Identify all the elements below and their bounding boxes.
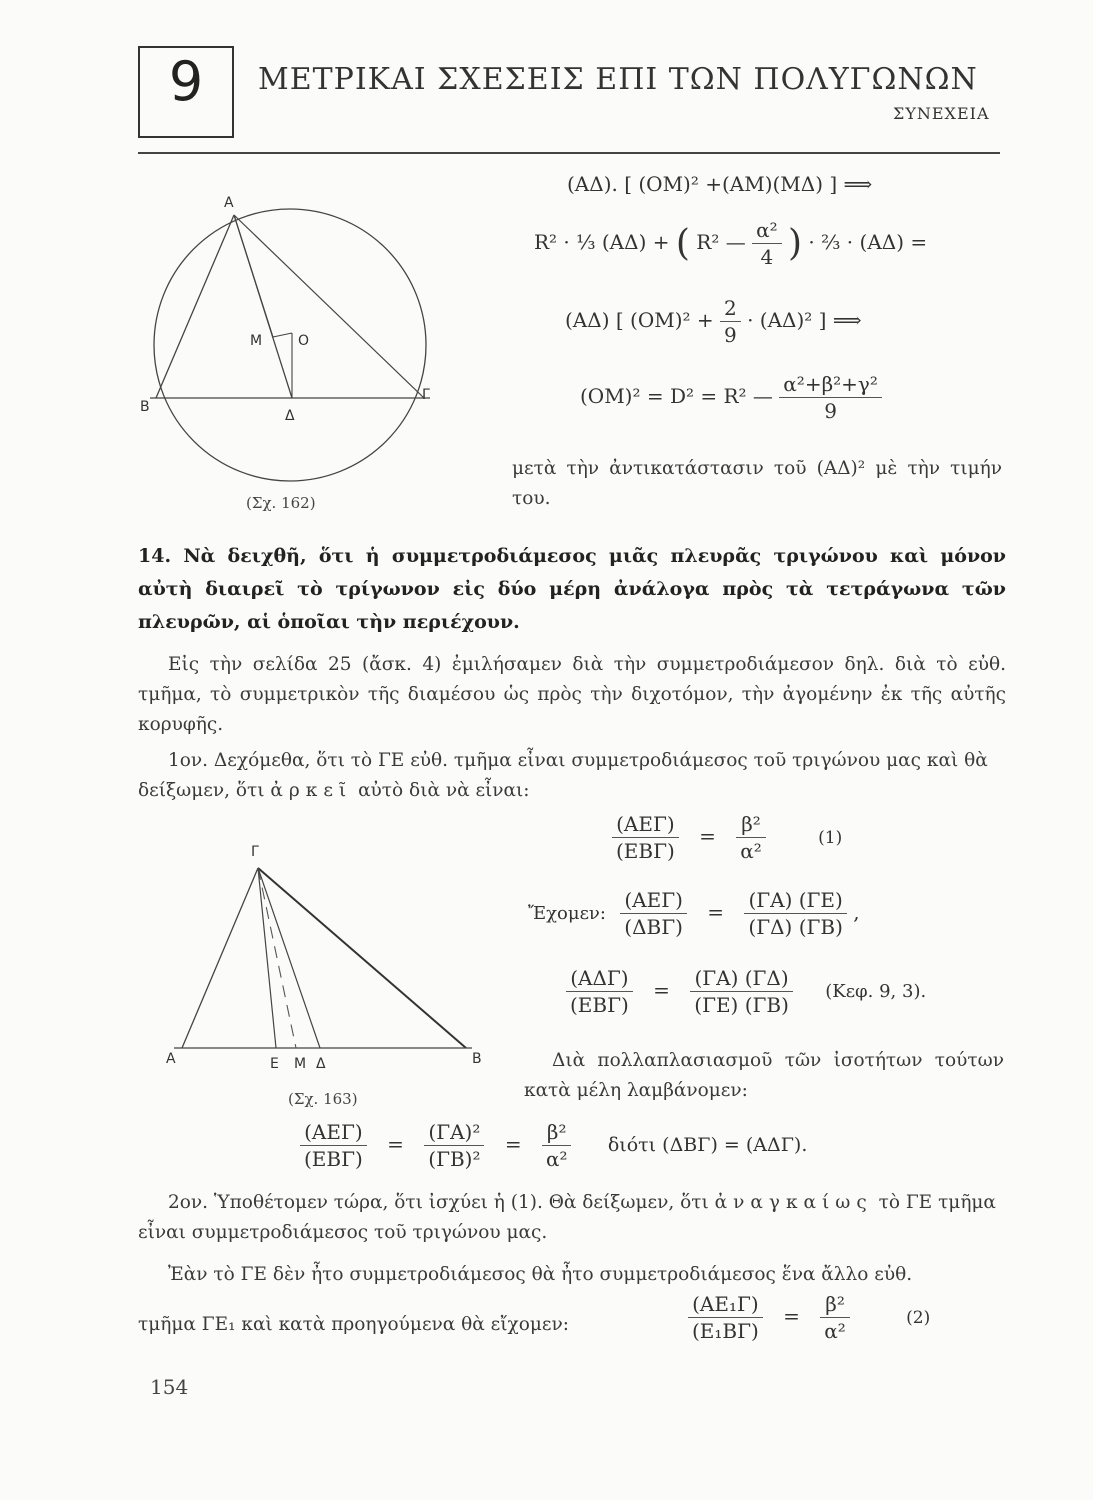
frac-num: 2	[720, 296, 741, 322]
product-c-den: α²	[545, 1147, 568, 1171]
exomen-word: Ἔχομεν:	[528, 903, 606, 924]
product-reason: διότι (ΔΒΓ) = (ΑΔΓ).	[607, 1134, 808, 1156]
page-number: 154	[150, 1375, 189, 1399]
eq2-left-num: (ΑΕ₁Γ)	[688, 1292, 763, 1318]
frac-num: α²	[752, 218, 782, 244]
frac-2-over-9	[720, 296, 741, 347]
label-M: Μ	[294, 1056, 307, 1072]
paragraph-2-emph: ἀρκεῖ	[270, 780, 353, 801]
eq-line-4-prefix: (ΟΜ)² = D² = R² —	[580, 384, 773, 408]
label-A: Α	[224, 195, 234, 211]
label-M: Μ	[250, 333, 263, 349]
comma: ,	[853, 900, 860, 924]
eq1-right	[736, 812, 766, 863]
label-O: Ο	[298, 333, 310, 349]
equation-exomen	[528, 888, 860, 939]
eq-line-2-prefix: R² · ¹⁄₃ (ΑΔ) +	[534, 230, 670, 254]
figure-163	[160, 838, 500, 1078]
paragraph-2-b: αὐτὸ διὰ νὰ εἶναι:	[358, 780, 530, 801]
eq2-right	[820, 1292, 850, 1343]
exomen-left-den: (ΔΒΓ)	[624, 915, 683, 939]
paragraph-1: Εἰς τὴν σελίδα 25 (ἄσκ. 4) ἐμιλήσαμεν διὰ τὴν συμμετροδιάμεσον δηλ. διὰ τὸ εὐθ. τμῆμα, τὸ συμμετρικὸν τῆς διαμέσου ὡς πρὸς τὴν διχοτόμον, τὴν ἀγομένην ἐκ τῆς αὐτῆς κορυφῆς.	[138, 654, 1006, 735]
chapter-title: ΜΕΤΡΙΚΑΙ ΣΧΕΣΕΙΣ ΕΠΙ ΤΩΝ ΠΟΛΥΓΩΝΩΝ	[258, 62, 978, 97]
eq-line-2-paren-left: R² —	[696, 230, 746, 254]
chapter-number: 9	[168, 50, 204, 113]
frac-sum-over-9	[779, 372, 882, 423]
product-b-den: (ΓΒ)²	[428, 1147, 481, 1171]
figure-162-caption: (Σχ. 162)	[246, 494, 316, 512]
equals-sign: =	[783, 1304, 800, 1328]
exomen-right-den: (ΓΔ) (ΓΒ)	[748, 915, 843, 939]
exomen-left-num: (ΑΕΓ)	[620, 888, 687, 914]
adg-right-num: (ΓΑ) (ΓΔ)	[690, 966, 793, 992]
label-G: Γ	[251, 844, 259, 860]
frac-num: α²+β²+γ²	[779, 372, 882, 398]
product-b-num: (ΓΑ)²	[424, 1120, 484, 1146]
adg-right-den: (ΓΕ) (ΓΒ)	[694, 993, 789, 1017]
paragraph-2	[138, 746, 1006, 806]
chapter-reference: (Κεφ. 9, 3).	[825, 981, 927, 1002]
product-a	[300, 1120, 367, 1171]
label-G: Γ	[422, 387, 430, 403]
adg-left	[566, 966, 633, 1017]
part-2-paragraph	[138, 1188, 1006, 1248]
problem-14-statement: 14. Νὰ δειχθῆ, ὅτι ἡ συμμετροδιάμεσος μιᾶς πλευρᾶς τριγώνου καὶ μόνον αὐτὴ διαιρεῖ τὸ τρίγωνον εἰς δύο μέρη ἀνάλογα πρὸς τὰ τετράγωνα τῶν πλευρῶν, αἱ ὁποῖαι τὴν περιέχουν.	[138, 545, 1006, 633]
frac-den: 9	[723, 323, 737, 347]
eq-line-3	[565, 296, 862, 347]
equation-2	[688, 1292, 930, 1343]
exomen-right	[744, 888, 846, 939]
eq1-left-den: (ΕΒΓ)	[616, 839, 675, 863]
equals-sign: =	[699, 824, 716, 848]
eq2-tag: (2)	[906, 1308, 931, 1328]
product-a-den: (ΕΒΓ)	[304, 1147, 363, 1171]
eq-line-3-prefix: (ΑΔ) [ (ΟΜ)² +	[565, 308, 714, 332]
eq1-tag: (1)	[818, 828, 843, 848]
eq2-left	[688, 1292, 763, 1343]
equation-1	[612, 812, 842, 863]
equals-sign: =	[707, 900, 725, 924]
eq1-left-num: (ΑΕΓ)	[612, 812, 679, 838]
figure-163-drawing	[160, 838, 500, 1078]
part-2-b: τὸ ΓΕ τμῆμα εἶναι συμμετροδιάμεσος τοῦ τριγώνου μας.	[138, 1192, 996, 1243]
part-2-emph: ἀναγκαίως	[714, 1192, 873, 1213]
frac-den: 4	[760, 245, 774, 269]
eq2-right-num: β²	[820, 1292, 850, 1318]
figure-162	[140, 185, 440, 485]
eq-line-2	[534, 218, 927, 269]
label-B: Β	[140, 399, 150, 415]
frac-a2-over-4	[752, 218, 782, 269]
frac-den: 9	[824, 399, 837, 423]
eq2-left-den: (Ε₁ΒΓ)	[692, 1319, 759, 1343]
header-rule	[138, 152, 1000, 154]
eq1-left	[612, 812, 679, 863]
product-a-num: (ΑΕΓ)	[300, 1120, 367, 1146]
label-B: Β	[472, 1051, 482, 1067]
paren-close: )	[787, 223, 802, 264]
equals-sign: =	[504, 1132, 522, 1156]
label-A: Α	[166, 1051, 176, 1067]
substitution-note: μετὰ τὴν ἀντικατάστασιν τοῦ (ΑΔ)² μὲ τὴν τιμήν του.	[512, 458, 1002, 509]
eq2-right-den: α²	[824, 1319, 846, 1343]
multiplication-text: Διὰ πολλαπλασιασμοῦ τῶν ἰσοτήτων τούτων κατὰ μέλη λαμβάνομεν:	[524, 1050, 1004, 1101]
eq-line-3-suffix: · (ΑΔ)² ] ⟹	[747, 308, 862, 332]
part-2-line-4: τμῆμα ΓΕ₁ καὶ κατὰ προηγούμενα θὰ εἴχομεν:	[138, 1314, 569, 1335]
part-2-line-3: Ἐὰν τὸ ΓΕ δὲν ἦτο συμμετροδιάμεσος θὰ ἦτο συμμετροδιάμεσος ἕνα ἄλλο εὐθ.	[168, 1264, 913, 1285]
adg-right	[690, 966, 793, 1017]
figure-163-caption: (Σχ. 163)	[288, 1090, 358, 1108]
paragraph-2-a: 1ον. Δεχόμεθα, ὅτι τὸ ΓΕ εὐθ. τμῆμα εἶναι συμμετροδιάμεσος τοῦ τριγώνου μας καὶ θὰ δείξωμεν, ὅτι	[138, 750, 988, 801]
equation-adg	[566, 966, 926, 1017]
equals-sign: =	[387, 1132, 404, 1156]
eq-line-1: (ΑΔ). [ (ΟΜ)² +(ΑΜ)(ΜΔ) ] ⟹	[567, 172, 873, 196]
equation-product	[300, 1120, 807, 1171]
eq1-right-num: β²	[736, 812, 766, 838]
exomen-left	[620, 888, 687, 939]
label-D: Δ	[316, 1056, 326, 1072]
product-c-num: β²	[542, 1120, 572, 1146]
eq1-right-den: α²	[740, 839, 762, 863]
eq-line-2-suffix: · ²⁄₃ · (ΑΔ) =	[808, 230, 928, 254]
figure-162-drawing	[140, 185, 440, 485]
label-E: Ε	[270, 1056, 279, 1072]
product-b	[424, 1120, 484, 1171]
product-c	[542, 1120, 572, 1171]
equals-sign: =	[653, 978, 670, 1002]
adg-left-num: (ΑΔΓ)	[566, 966, 633, 992]
label-D: Δ	[285, 408, 295, 424]
part-2-a: 2ον. Ὑποθέτομεν τώρα, ὅτι ἰσχύει ἡ (1). Θὰ δείξωμεν, ὅτι	[168, 1192, 709, 1213]
paren-open: (	[675, 223, 690, 264]
exomen-right-num: (ΓΑ) (ΓΕ)	[744, 888, 846, 914]
adg-left-den: (ΕΒΓ)	[570, 993, 629, 1017]
chapter-subtitle: ΣΥΝΕΧΕΙΑ	[893, 104, 990, 123]
eq-line-4	[580, 372, 882, 423]
